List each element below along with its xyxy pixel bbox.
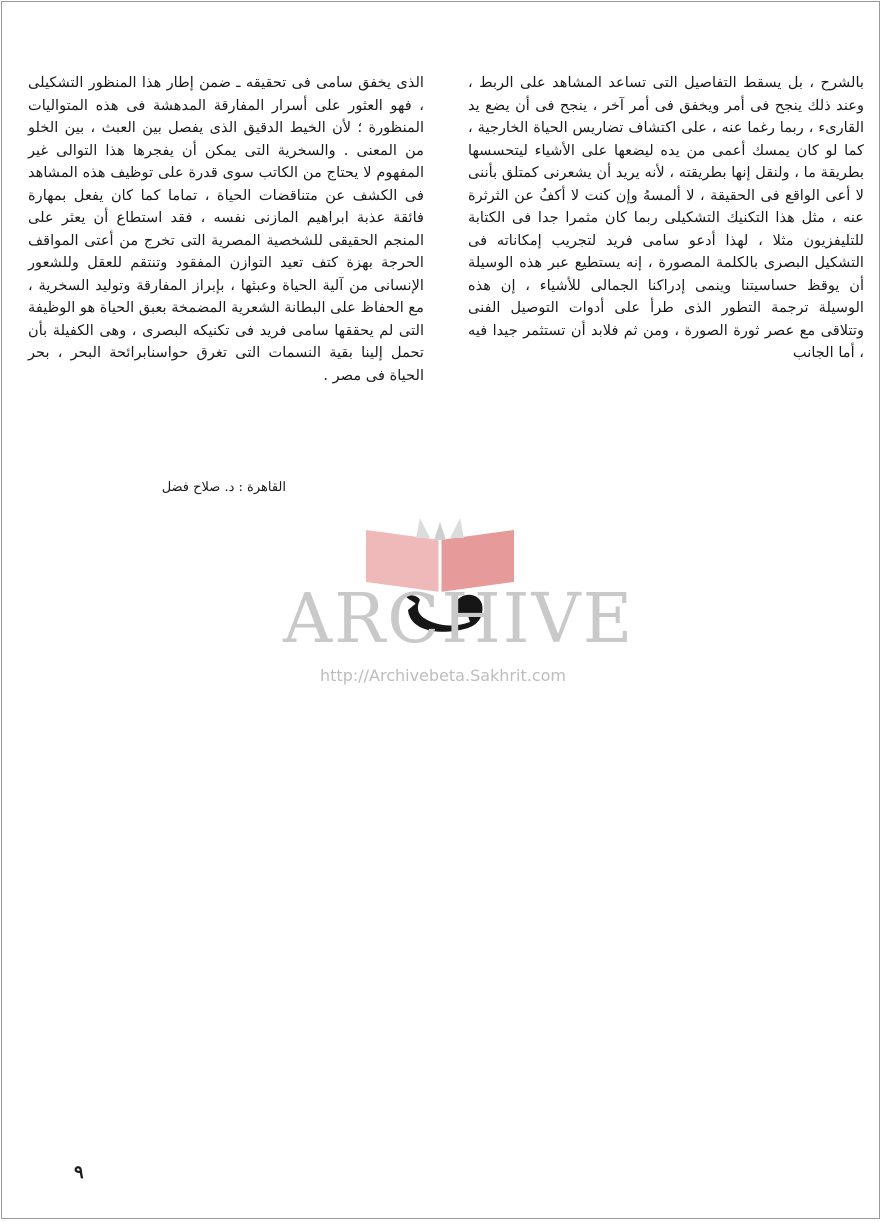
article-paragraph-right: بالشرح ، بل يسقط التفاصيل التى تساعد المشاهد على الربط ، وعند ذلك ينجح فى أمر ويخفق فى أمر آخر ، ينجح فى أن يضع يد القارىء ، ربما رغما عنه ، على اكتشاف تضاريس الحياة الخارجية ، كما لو كان يمسك أعمى من يده ليضعها على الأشياء ليتحسسها بطريقة ما ، ولنقل إنها بطريقته ، لأنه يريد أن يشعرنى كمتلق بأننى لا أعى الواقع فى الحقيقة ، لا ألمسهُ وإن كنت لا أكفُ عن الثرثرة عنه ، مثل هذا التكنيك التشكيلى ربما كان مثمرا جدا فى الكتابة للتليفزيون مثلا ، لهذا أدعو سامى فريد لتجريب إمكاناته فى التشكيل البصرى بالكلمة المصورة ، إنه يستطيع عبر هذه الوسيلة أن يوقظ حساسيتنا وينمى إدراكنا الجمالى للأشياء ، إن هذه الوسيلة ترجمة التطور الذى طرأ على أدوات التوصيل الفنى وتتلاقى مع عصر ثورة الصورة ، ومن ثم فلابد أن تستثمر جيدا فيه ، أما الجانب [468, 74, 864, 361]
page-number: ٩ [74, 1162, 84, 1183]
author-signature: القاهرة : د. صلاح فضل [161, 480, 286, 495]
article-column-left [28, 72, 424, 387]
watermark-word: ARCHIVE [283, 580, 635, 659]
watermark-url: http://Archivebeta.Sakhrit.com [320, 666, 566, 685]
article-column-right [468, 72, 864, 365]
article-paragraph-left: الذى يخفق سامى فى تحقيقه ـ ضمن إطار هذا المنظور التشكيلى ، فهو العثور على أسرار المفارقة المدهشة فى هذه المتواليات المنظورة ؛ لأن الخيط الدقيق الذى يفصل بين العبث ، بين الخلو من المعنى . والسخرية التى يمكن أن يفجرها هذا التوالى غير المفهوم لا يحتاج من الكاتب سوى قدرة على توظيف هذه المشاهد فى الكشف عن متناقضات الحياة ، تماما كما كان يفعل بمهارة فائقة عذبة ابراهيم المازنى نفسه ، فقد استطاع أن يعثر على المنجم الحقيقى للشخصية المصرية التى تخرج من أعتى المواقف الحرجة بهزة كتف تعيد التوازن المفقود وتنتقم للعقل وللشعور الإنسانى من آلية الحياة وعبثها ، بإبراز المفارقة وتوليد السخرية ، مع الحفاظ على البطانة الشعرية المضمخة بعبق الحياة هو الوظيفة التى لم يحققها سامى فريد فى تكنيكه البصرى ، وهى الكفيلة بأن تحمل إلينا بقية النسمات التى تغرق حواسنابرائحة البحر ، بحر الحياة فى مصر . [28, 74, 424, 384]
